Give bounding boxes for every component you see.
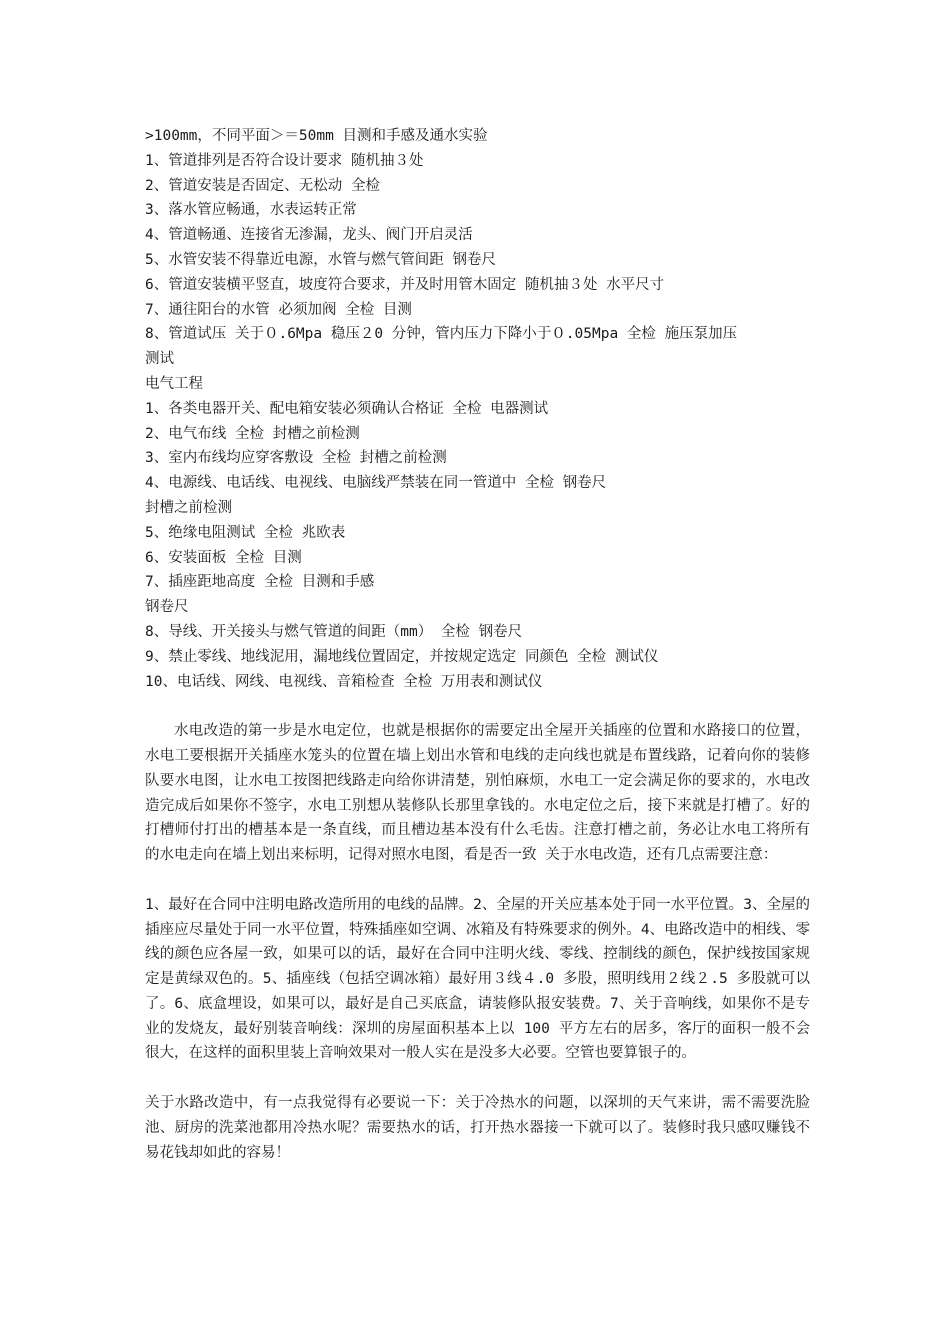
text-line: 5、绝缘电阻测试 全检 兆欧表 [145,524,346,541]
text-line: 4、管道畅通、连接省无渗漏，龙头、阀门开启灵活 [145,227,473,244]
text-line: 1、各类电器开关、配电箱安装必须确认合格证 全检 电器测试 [145,400,549,417]
text-line: 4、电源线、电话线、电视线、电脑线严禁装在同一管道中 全检 钢卷尺 [145,475,607,492]
paragraph-notes-list: 1、最好在合同中注明电路改造所用的电线的品牌。2、全屋的开关应基本处于同一水平位置。3、全屋的插座应尽量处于同一水平位置，特殊插座如空调、冰箱及有特殊要求的例外。4、电路改造中的相线、零线的颜色应各屋一致，如果可以的话，最好在合同中注明火线、零线、控制线的颜色，保护线按国家规定是黄绿双色的。5、插座线（包括空调冰箱）最好用３线４.0 多股，照明线用２线２.5 多股就可以了。6、底盒埋设，如果可以，最好是自己买底盒，请装修队报安装费。7、关于音响线，如果你不是专业的发烧友，最好别装音响线：深圳的房屋面积基本上以 100 平方左右的居多，客厅的面积一般不会很大，在这样的面积里装上音响效果对一般人实在是没多大必要。空管也要算银子的。 [145,896,810,1062]
paragraph-hot-cold-water: 关于水路改造中，有一点我觉得有必要说一下：关于冷热水的问题，以深圳的天气来讲，需不需要洗脸池、厨房的洗菜池都用冷热水呢？需要热水的话，打开热水器接一下就可以了。装修时我只感叹赚钱不易花钱却如此的容易！ [145,1095,810,1161]
paragraph-gap [145,1066,810,1091]
text-line: 10、电话线、网线、电视线、音箱检查 全检 万用表和测试仪 [145,673,543,690]
text-line: 1、管道排列是否符合设计要求 随机抽３处 [145,152,424,169]
text-line: 5、水管安装不得靠近电源，水管与燃气管间距 钢卷尺 [145,251,496,268]
text-line: 封槽之前检测 [145,499,232,516]
section-heading: 电气工程 [145,375,203,392]
paragraph-gap [145,694,810,719]
paragraph-gap [145,868,810,893]
text-line: >100mm，不同平面＞＝50mm 目测和手感及通水实验 [145,128,488,144]
text-line: 2、电气布线 全检 封槽之前检测 [145,425,360,442]
text-line: 7、插座距地高度 全检 目测和手感 [145,574,375,591]
document-content [145,124,810,1165]
text-line: 9、禁止零线、地线泥用，漏地线位置固定，并按规定选定 同颜色 全检 测试仪 [145,648,659,665]
text-line: 7、通往阳台的水管 必须加阀 全检 目测 [145,301,412,318]
text-line: 测试 [145,351,174,368]
text-line: 3、落水管应畅通，水表运转正常 [145,202,357,219]
text-line: 3、室内布线均应穿客敷设 全检 封槽之前检测 [145,450,447,467]
text-line: 8、导线、开关接头与燃气管道的间距（mm） 全检 钢卷尺 [145,623,523,640]
text-line: 6、安装面板 全检 目测 [145,549,302,566]
text-line: 8、管道试压 关于０.6Mpa 稳压２0 分钟，管内压力下降小于０.05Mpa 全检 施压泵加压 [145,326,738,343]
paragraph-water-electric-positioning: 水电改造的第一步是水电定位，也就是根据你的需要定出全屋开关插座的位置和水路接口的位置，水电工要根据开关插座水笼头的位置在墙上划出水管和电线的走向线也就是布置线路，记着向你的装修队要水电图，让水电工按图把线路走向给你讲清楚，别怕麻烦，水电工一定会满足你的要求的，水电改造完成后如果你不签字，水电工别想从装修队长那里拿钱的。水电定位之后，接下来就是打槽了。好的打槽师付打出的槽基本是一条直线，而且槽边基本没有什么毛齿。注意打槽之前，务必让水电工将所有的水电走向在墙上划出来标明，记得对照水电图，看是否一致 关于水电改造，还有几点需要注意： [145,723,810,864]
text-line: 6、管道安装横平竖直，坡度符合要求，并及时用管木固定 随机抽３处 水平尺寸 [145,276,665,293]
text-line: 钢卷尺 [145,599,189,616]
text-line: 2、管道安装是否固定、无松动 全检 [145,177,380,194]
